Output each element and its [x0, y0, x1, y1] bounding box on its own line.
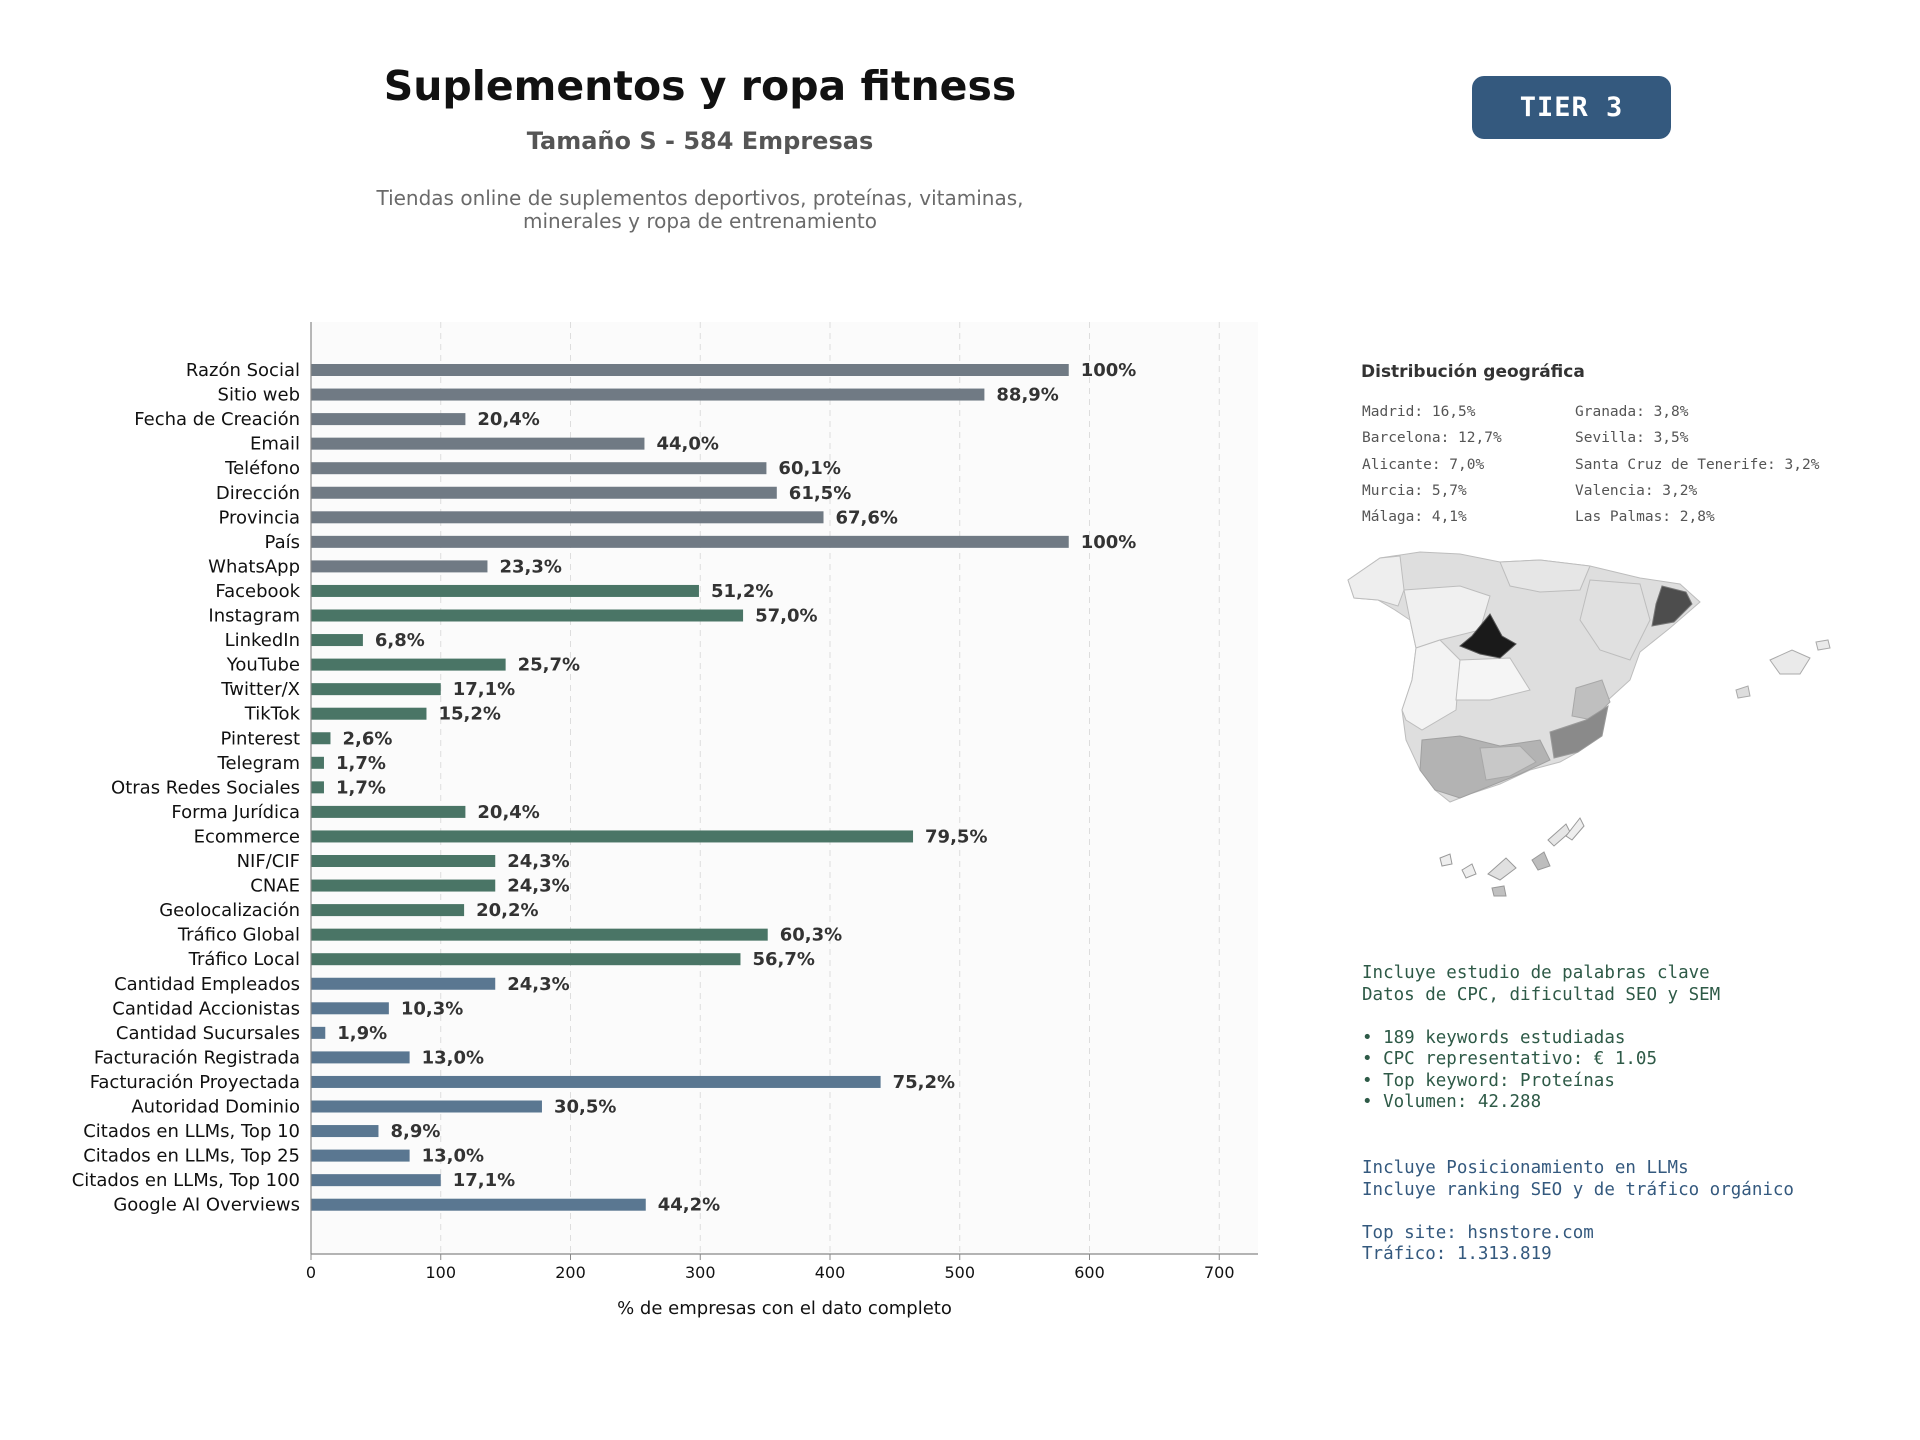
geo-item: Las Palmas: 2,8% [1575, 509, 1715, 526]
data-label: 67,6% [835, 507, 898, 529]
x-tick-label: 400 [814, 1263, 846, 1282]
category-label: Autoridad Dominio [131, 1096, 300, 1118]
category-label: TikTok [244, 703, 300, 725]
category-label: Facturación Proyectada [89, 1071, 300, 1093]
map-canary-tenerife [1488, 858, 1516, 880]
chart-title: Suplementos y ropa fitness [383, 62, 1017, 110]
data-label: 51,2% [710, 580, 774, 602]
geo-item: Murcia: 5,7% [1362, 482, 1467, 499]
data-label: 24,3% [507, 973, 570, 995]
map-region-northwest [1348, 556, 1404, 606]
category-label: CNAE [250, 875, 300, 897]
category-label: Ecommerce [193, 826, 300, 848]
description-line-1: Tiendas online de suplementos deportivos, proteínas, vitaminas, [376, 186, 1024, 210]
bar [311, 462, 766, 474]
bar [311, 438, 644, 450]
bar [311, 389, 984, 401]
x-tick-label: 700 [1203, 1263, 1235, 1282]
category-label: Sitio web [217, 384, 300, 406]
bar [311, 487, 777, 499]
data-label: 2,6% [342, 728, 393, 750]
category-label: Provincia [218, 507, 300, 529]
geo-distribution-heading: Distribución geográfica [1361, 362, 1585, 382]
llm-info [1362, 1158, 1794, 1266]
map-balearic-menorca [1816, 640, 1830, 650]
category-label: Dirección [215, 482, 300, 504]
data-label: 60,3% [779, 924, 843, 946]
data-label: 1,9% [337, 1022, 388, 1044]
data-label: 57,0% [755, 605, 818, 627]
chart-subtitle: Tamaño S - 584 Empresas [526, 127, 874, 155]
bar [311, 904, 464, 916]
bar [311, 1174, 441, 1186]
category-label: Pinterest [220, 728, 300, 750]
bar [311, 1076, 881, 1088]
category-label: Geolocalización [159, 900, 300, 922]
map-canary-1 [1440, 854, 1452, 866]
keywords-line: Incluye estudio de palabras clave [1362, 963, 1710, 983]
bar [311, 781, 324, 793]
keywords-line: Datos de CPC, dificultad SEO y SEM [1362, 984, 1721, 1005]
data-label: 24,3% [507, 851, 570, 872]
geo-list-column-2 [1575, 399, 1819, 530]
keywords-line: • Volumen: 42.288 [1362, 1092, 1542, 1112]
x-tick-label: 200 [555, 1263, 586, 1282]
bar [311, 1199, 646, 1211]
category-label: Tráfico Local [188, 949, 300, 971]
x-tick-label: 300 [684, 1263, 716, 1282]
llm-line: Tráfico: 1.313.819 [1362, 1244, 1552, 1264]
category-label: LinkedIn [224, 630, 300, 652]
category-label: Google AI Overviews [113, 1194, 300, 1216]
bar [311, 880, 495, 892]
category-label: Teléfono [225, 458, 300, 480]
data-label: 44,0% [656, 433, 719, 455]
data-label: 44,2% [657, 1194, 721, 1216]
category-label: Otras Redes Sociales [111, 777, 300, 799]
keywords-line [1362, 1006, 1720, 1028]
bar [311, 732, 330, 744]
data-label: 20,2% [476, 900, 539, 922]
geo-item: Valencia: 3,2% [1575, 482, 1698, 499]
data-label: 56,7% [752, 949, 815, 971]
keywords-line: • CPC representativo: € 1.05 [1362, 1049, 1658, 1069]
llm-line: Incluye ranking SEO y de tráfico orgánico [1362, 1179, 1794, 1200]
geo-item: Alicante: 7,0% [1362, 456, 1485, 473]
bar [311, 1002, 389, 1014]
x-tick-label: 100 [425, 1263, 457, 1282]
bar [311, 855, 495, 867]
data-label: 75,2% [892, 1071, 956, 1093]
data-label: 24,3% [507, 875, 570, 897]
map-canary-gomera [1492, 886, 1506, 896]
bar [311, 634, 363, 646]
keywords-info [1362, 963, 1720, 1114]
data-label: 20,4% [477, 409, 540, 431]
data-label: 8,9% [390, 1121, 441, 1143]
bar [311, 978, 495, 990]
category-label: Forma Jurídica [171, 801, 300, 823]
category-label: Cantidad Sucursales [115, 1022, 300, 1044]
geo-item: Málaga: 4,1% [1362, 509, 1467, 526]
bar [311, 1051, 410, 1063]
category-label: Facturación Registrada [93, 1047, 300, 1069]
map-canary-2 [1462, 864, 1476, 878]
bar [311, 708, 426, 720]
bar [311, 953, 740, 965]
data-label: 100% [1080, 531, 1137, 553]
geo-item: Madrid: 16,5% [1362, 404, 1476, 420]
data-label: 23,3% [499, 556, 562, 578]
data-label: 17,1% [452, 1170, 516, 1192]
llm-line: Incluye Posicionamiento en LLMs [1362, 1158, 1689, 1178]
category-label: Cantidad Accionistas [112, 998, 300, 1020]
keywords-line: • 189 keywords estudiadas [1362, 1027, 1626, 1048]
bar [311, 585, 699, 597]
data-label: 1,7% [335, 752, 386, 774]
category-label: Citados en LLMs, Top 10 [83, 1121, 300, 1143]
data-label: 20,4% [477, 801, 540, 823]
spain-province-map [1340, 540, 1860, 910]
data-label: 13,0% [421, 1047, 485, 1069]
category-label: Razón Social [185, 360, 300, 381]
category-label: Instagram [208, 605, 300, 627]
data-label: 6,8% [374, 630, 425, 652]
llm-line: Top site: hsnstore.com [1362, 1222, 1594, 1243]
geo-item: Granada: 3,8% [1575, 404, 1689, 420]
category-label: Facebook [215, 580, 300, 602]
category-label: Email [250, 433, 300, 455]
category-label: NIF/CIF [236, 851, 300, 872]
bar [311, 1101, 542, 1113]
category-label: País [264, 531, 300, 553]
bar [311, 1125, 378, 1137]
x-tick-label: 500 [944, 1263, 976, 1282]
geo-item: Barcelona: 12,7% [1362, 430, 1502, 447]
map-region-north [1500, 560, 1590, 592]
data-label: 30,5% [553, 1096, 617, 1118]
description-line-2: minerales y ropa de entrenamiento [523, 209, 877, 233]
geo-item: Sevilla: 3,5% [1575, 430, 1689, 447]
bar [311, 929, 768, 941]
data-label: 60,1% [778, 458, 841, 480]
x-tick-label: 600 [1074, 1263, 1105, 1282]
bar [311, 806, 465, 818]
tier-badge: TIER 3 [1472, 76, 1671, 139]
category-label: WhatsApp [208, 556, 300, 578]
category-label: Citados en LLMs, Top 25 [83, 1145, 300, 1167]
bar [311, 757, 324, 769]
data-label: 10,3% [400, 998, 464, 1020]
bar [311, 511, 824, 523]
bar [311, 1150, 410, 1162]
geo-list-column-1 [1362, 399, 1502, 530]
category-label: YouTube [226, 654, 300, 676]
bar [311, 659, 506, 671]
category-label: Citados en LLMs, Top 100 [71, 1170, 300, 1192]
data-label: 17,1% [452, 679, 516, 701]
geo-item: Santa Cruz de Tenerife: 3,2% [1575, 456, 1820, 473]
llm-line [1362, 1201, 1794, 1223]
category-label: Twitter/X [221, 679, 300, 701]
data-label: 88,9% [996, 384, 1059, 406]
bar [311, 1027, 325, 1039]
bar [311, 413, 465, 425]
category-label: Tráfico Global [177, 924, 300, 946]
category-label: Fecha de Creación [134, 409, 300, 431]
category-label: Cantidad Empleados [114, 973, 300, 995]
bar [311, 830, 913, 842]
data-label: 1,7% [335, 777, 386, 799]
bar [311, 610, 743, 622]
data-label: 25,7% [517, 654, 581, 676]
x-tick-label: 0 [305, 1263, 317, 1282]
map-canary-grancanaria [1532, 852, 1550, 870]
data-label: 61,5% [788, 482, 852, 504]
bar [311, 683, 441, 695]
data-label: 13,0% [421, 1145, 485, 1167]
keywords-line: • Top keyword: Proteínas [1362, 1070, 1615, 1091]
bar [311, 560, 487, 572]
x-axis-title: % de empresas con el dato completo [617, 1298, 952, 1319]
category-label: Telegram [217, 752, 300, 774]
map-balearic-ibiza [1736, 686, 1750, 698]
map-balearic-mallorca [1770, 650, 1810, 674]
data-label: 100% [1080, 360, 1137, 381]
data-label: 15,2% [438, 703, 501, 725]
bar [311, 536, 1069, 548]
data-label: 79,5% [925, 826, 988, 848]
bar [311, 364, 1069, 376]
